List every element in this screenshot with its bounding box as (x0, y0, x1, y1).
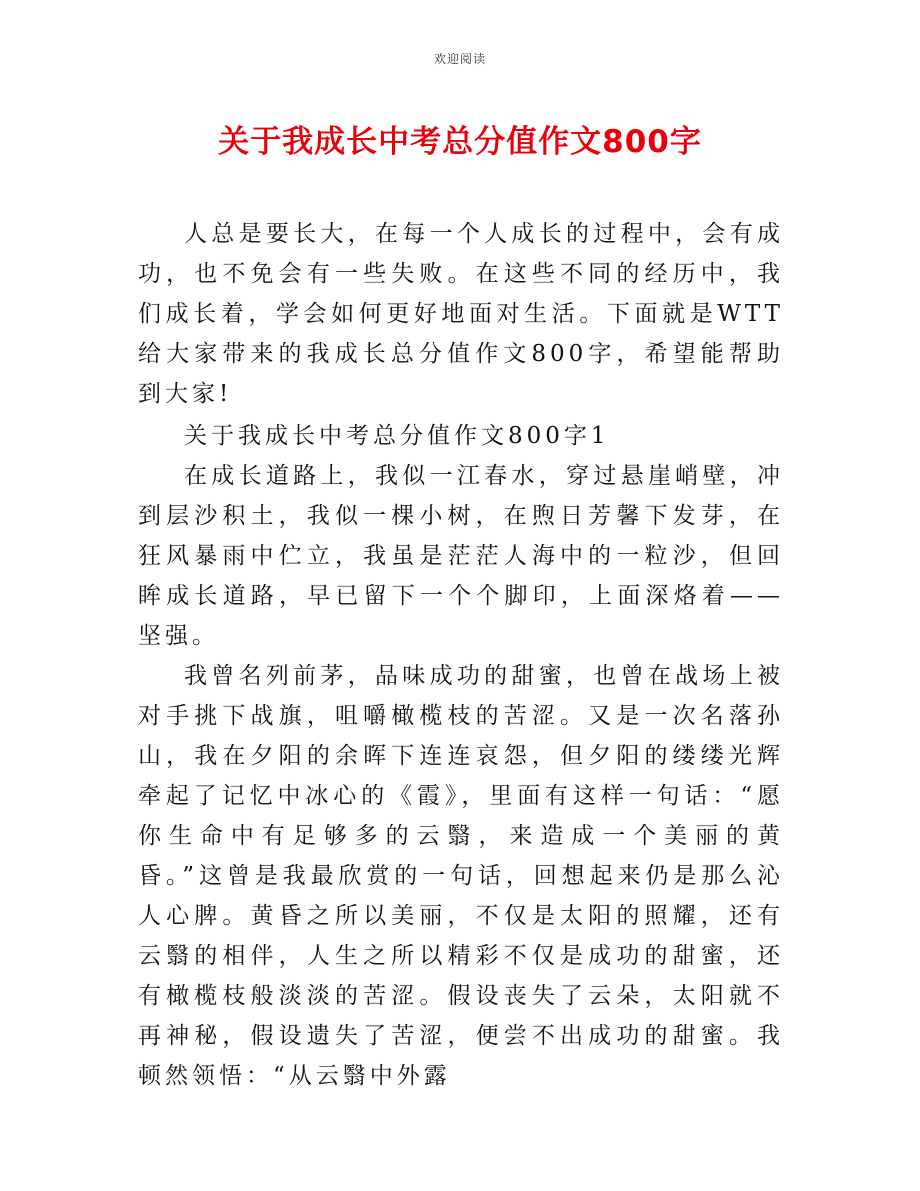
paragraph-intro: 人总是要长大，在每一个人成长的过程中，会有成功，也不免会有一些失败。在这些不同的经历中，我们成长着，学会如何更好地面对生活。下面就是WTT给大家带来的我成长总分值作文800字，希望能帮助到大家! (138, 221, 784, 407)
section-heading: 关于我成长中考总分值作文800字1 (184, 423, 610, 449)
page-title: 关于我成长中考总分值作文800字 (218, 124, 702, 160)
paragraph-body-1: 在成长道路上，我似一江春水，穿过悬崖峭壁，冲到层沙积土，我似一棵小树，在煦日芳馨下发芽，在狂风暴雨中伫立，我虽是茫茫人海中的一粒沙，但回眸成长道路，早已留下一个个脚印，上面深烙着——坚强。 (138, 463, 784, 649)
paragraph-body-2: 我曾名列前茅，品味成功的甜蜜，也曾在战场上被对手挑下战旗，咀嚼橄榄枝的苦涩。又是一次名落孙山，我在夕阳的余晖下连连哀怨，但夕阳的缕缕光辉牵起了记忆中冰心的《霞》，里面有这样一句话：“愿你生命中有足够多的云翳，来造成一个美丽的黄昏。”这曾是我最欣赏的一句话，回想起来仍是那么沁人心脾。黄昏之所以美丽，不仅是太阳的照耀，还有云翳的相伴，人生之所以精彩不仅是成功的甜蜜，还有橄榄枝般淡淡的苦涩。假设丧失了云朵，太阳就不再神秘，假设遗失了苦涩，便尝不出成功的甜蜜。我顿然领悟：“从云翳中外露 (138, 663, 784, 1089)
header-note: 欢迎阅读 (433, 52, 486, 66)
document-body (138, 214, 784, 1096)
